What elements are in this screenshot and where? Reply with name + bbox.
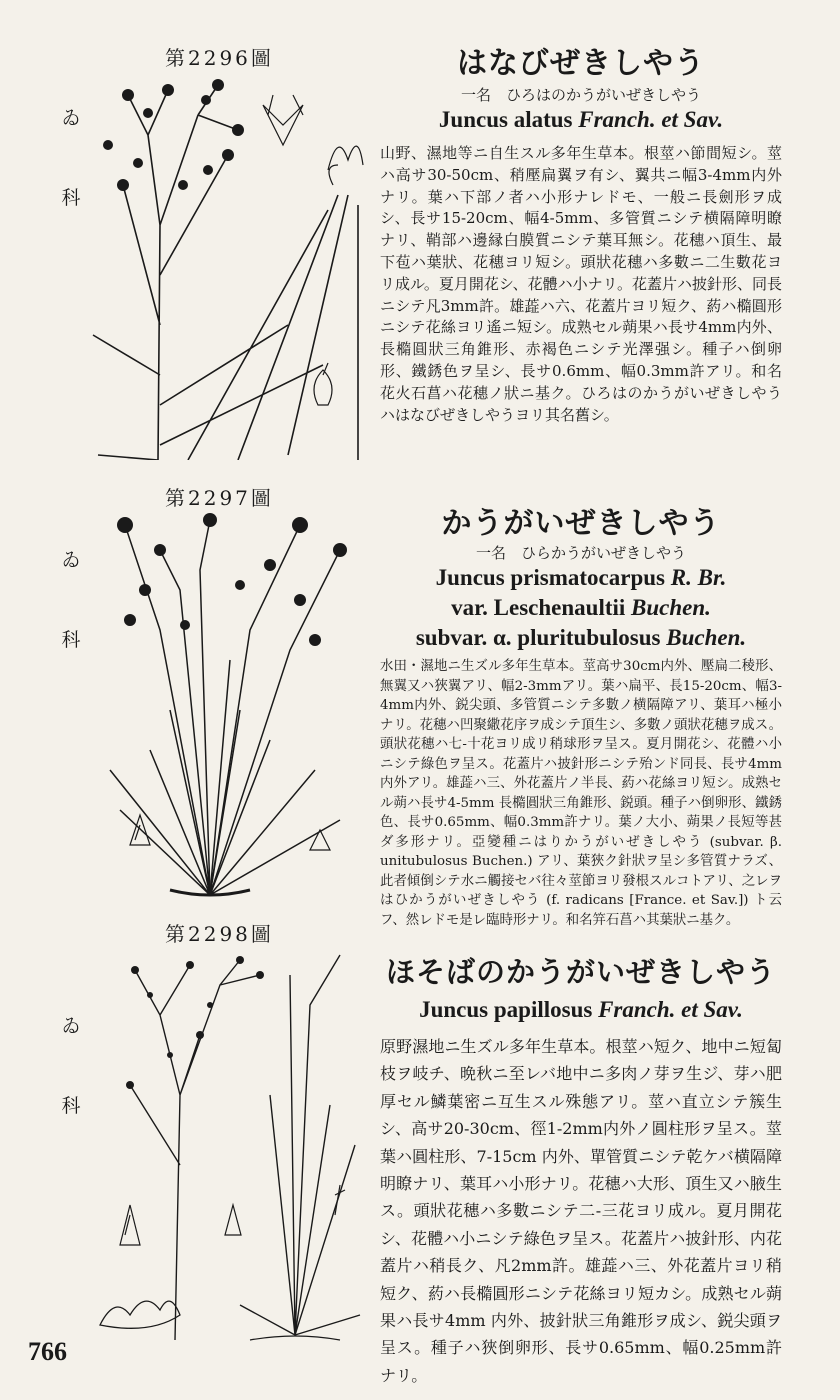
- family-label: ゐ 科: [61, 549, 81, 651]
- japanese-name: はなびぜきしやう: [457, 46, 705, 81]
- scientific-name: Juncus papillosus Franch. et Sav.: [419, 997, 743, 1022]
- japanese-name: ほそばのかうがいぜきしやう: [385, 955, 776, 989]
- description: 山野、濕地等ニ自生スル多年生草本。根莖ハ節間短シ。莖ハ高サ30-50cm、稍壓扁翼ヲ有シ、翼共ニ幅3-4mm内外ナリ。葉ハ下部ノ者ハ小形ナレドモ、一般ニ長劍形ヲ成シ、長サ15-20cm、幅4-5mm、多管質ニシテ横隔障明瞭ナリ、鞘部ハ邊縁白膜質ニシテ葉耳無シ。花穗ハ頂生、最下苞ハ葉狀、花穗ヨリ短シ。頭狀花穗ハ多數ニ二生數花ヨリ成ル。夏月開花シ、花體ハ小ナリ。花蓋片ハ披針形、同長ニシテ凡3mm許。雄蕋ハ六、花蓋片ヨリ短ク、葯ハ橢圓形ニシテ花絲ヨリ遙ニ短シ。成熟セル蒴果ハ長サ4mm内外、長橢圓狀三角錐形、赤褐色ニシテ光澤强シ。種子ハ倒卵形、鐵銹色ヲ呈シ、長サ0.6mm、幅0.3mm許アリ。和名花火石菖ハ花穗ノ狀ニ基ク。ひろはのかうがいぜきしやうハはなびぜきしやうヨリ其名舊シ。: [380, 144, 782, 424]
- scientific-name: Juncus alatus Franch. et Sav.: [438, 107, 724, 132]
- plant-illustration: [100, 510, 370, 905]
- figure-number: 第2297圖: [165, 486, 274, 510]
- text-column: [380, 498, 782, 930]
- text-column: [380, 38, 782, 426]
- entry-2297: [0, 470, 840, 928]
- alternate-name: 一名 ひらかうがいぜきしやう: [475, 544, 686, 562]
- entry-2296: [0, 0, 840, 470]
- japanese-name: かうがいぜきしやう: [441, 506, 721, 541]
- figure-number: 第2298圖: [165, 922, 274, 946]
- text-column: [380, 950, 782, 1389]
- alternate-name: 一名 ひろはのかうがいぜきしやう: [460, 86, 701, 104]
- family-label: ゐ 科: [61, 1015, 81, 1117]
- page-number: 766: [28, 1337, 67, 1366]
- description: 水田・濕地ニ生ズル多年生草本。莖高サ30cm内外、壓扁二稜形、無翼又ハ狹翼アリ、幅2-3mmアリ。葉ハ扁平、長15-20cm、幅3-4mm内外、鋭尖頭、多管質ニシテ多數ノ横隔障アリ、葉耳ハ極小ナリ。花穗ハ凹聚繖花序ヲ成シテ頂生シ、多數ノ頭狀花穗ヲ成ス。頭狀花穗ハ七-十花ヨリ成リ稍球形ヲ呈ス。夏月開花シ、花體ハ小ニシテ綠色ヲ呈ス。花蓋片ハ披針形ニシテ殆ンド同長、長サ4mm内外アリ。雄蕋ハ三、外花蓋片ノ半長、葯ハ花絲ヨリ短シ。成熟セル蒴ハ長サ4-5mm 長橢圓狀三角錐形、鋭頭。種子ハ倒卵形、鐵銹色、長サ0.65mm、幅0.3mm許ナリ。葉ノ大小、蒴果ノ長短等甚ダ多形ナリ。亞變種ニはりかうがいぜきしやう (subvar. β. unitubulosus Buchen.) アリ、葉狹ク針狀ヲ呈シ多管質ナラズ、此者傾倒シテ水ニ觸接セバ往々莖節ヨリ發根スルコトアリ、之レヲはひかうがいぜきしやう (f. radicans [France. et Sav.]) ト云フ、然レドモ是レ臨時形ナリ。和名笄石菖ハ其葉狀ニ基ク。: [380, 659, 782, 928]
- family-label: ゐ 科: [61, 107, 81, 209]
- scientific-name-line-2: var. Leschenaultii Buchen.: [451, 595, 711, 620]
- description: 原野濕地ニ生ズル多年生草本。根莖ハ短ク、地中ニ短匐枝ヲ岐チ、晩秋ニ至レバ地中ニ多肉ノ芽ヲ生ジ、芽ハ肥厚セル鱗葉密ニ互生スル殊態アリ。莖ハ直立シテ簇生シ、高サ20-30cm、徑1-2mm内外ノ圓柱形ヲ呈ス。莖葉ハ圓柱形、7-15cm 内外、單管質ニシテ乾ケバ横隔障明瞭ナリ、葉耳ハ小形ナリ。花穗ハ大形、頂生又ハ腋生ス。頭狀花穗ハ多數ニシテ二-三花ヨリ成ル。夏月開花シ、花體ハ小ニシテ綠色ヲ呈ス。花蓋片ハ披針形、内花蓋片ハ稍長ク、凡2mm許。雄蕋ハ三、外花蓋片ヨリ稍短ク、葯ハ長橢圓形ニシテ花絲ヨリ短カシ。成熟セル蒴果ハ長サ4mm 内外、披針狀三角錐形ヲ成シ、鋭尖頭ヲ呈ス。種子ハ狹倒卵形、長サ0.65mm、幅0.25mm許ナリ。: [380, 1037, 782, 1385]
- plant-illustration: [90, 945, 370, 1345]
- scientific-name-line-3: subvar. α. pluritubulosus Buchen.: [415, 625, 747, 650]
- figure-number: 第2296圖: [165, 46, 274, 70]
- scientific-name-line-1: Juncus prismatocarpus R. Br.: [435, 565, 727, 590]
- plant-illustration: [88, 75, 368, 460]
